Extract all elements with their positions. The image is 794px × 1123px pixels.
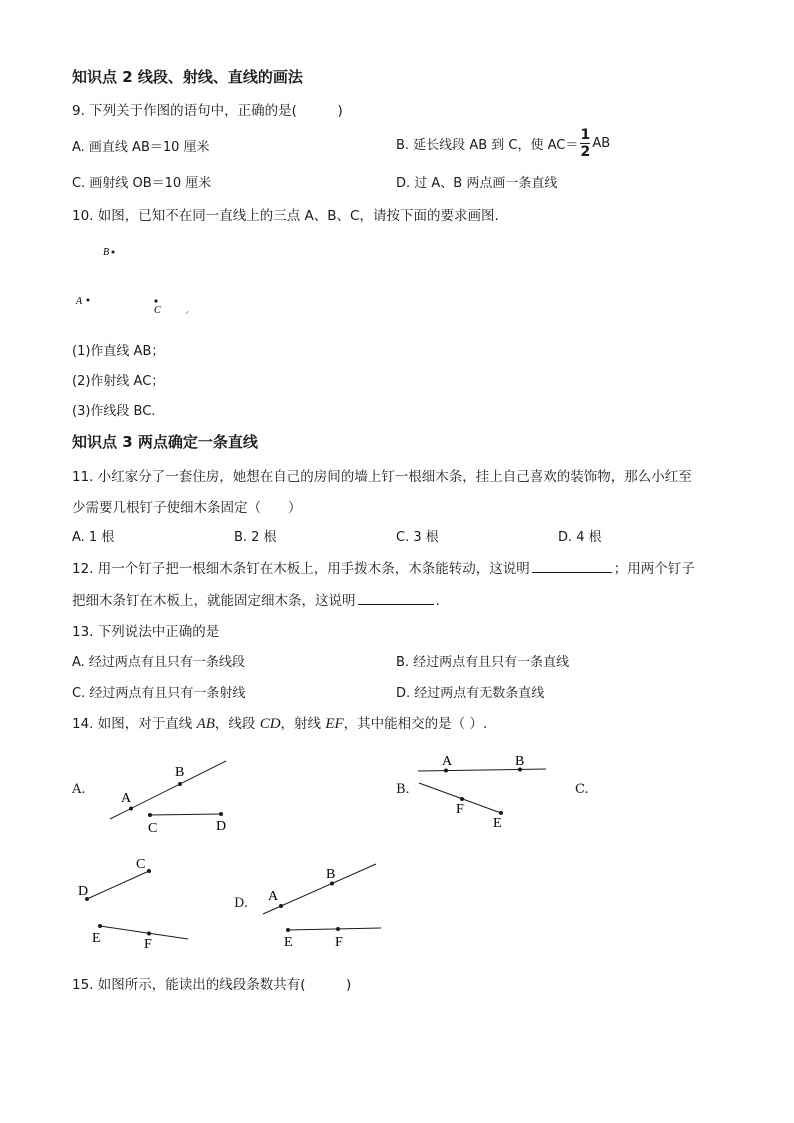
point-b-dot (112, 251, 115, 254)
q12-line-1-end: ；用两个钉子 (613, 561, 695, 577)
answer-blank-2[interactable] (358, 603, 434, 605)
q10-item-1: (1)作直线 AB； (72, 344, 165, 359)
q10-stem: 10. 如图，已知不在同一直线上的三点 A、B、C，请按下面的要求画图. (72, 208, 499, 224)
point-c-dot (148, 813, 152, 817)
q14-figure-b (410, 746, 552, 832)
point-e-dot (286, 928, 290, 932)
segment-cd (150, 814, 221, 815)
q14-figure-c (72, 850, 196, 950)
q12-line-1 (72, 557, 695, 577)
q14-figure-a (100, 756, 236, 836)
segment-ef (288, 928, 381, 930)
label-a: A (121, 791, 132, 806)
q11-line-1: 11. 小红家分了一套住房，她想在自己的房间的墙上钉一根细木条，挂上自己喜欢的装饰物，那么小红至 (72, 469, 692, 485)
q14-figure-d (255, 858, 383, 950)
q9-option-a: A. 画直线 AB＝10 厘米 (72, 140, 210, 155)
section-title-3: 知识点 3 两点确定一条直线 (72, 433, 258, 451)
point-label-c: C (154, 305, 161, 316)
point-label-a: A (76, 296, 83, 307)
label-d: D (216, 819, 227, 834)
point-e-dot (499, 811, 503, 815)
label-e: E (284, 935, 293, 950)
line-ab (110, 761, 226, 819)
label-b: B (175, 765, 185, 780)
label-c: C (148, 821, 158, 836)
point-e-dot (98, 924, 102, 928)
q12-line-2-end: . (435, 593, 440, 609)
label-a: A (268, 889, 279, 904)
q14-segment-cd: CD (259, 716, 281, 732)
point-label-b: B (103, 247, 110, 258)
q14-stem-pre: 14. 如图，对于直线 (72, 716, 193, 732)
line-ab (418, 769, 546, 771)
label-d: D (78, 884, 89, 899)
q15-stem: 15. 如图所示，能读出的线段条数共有( ) (72, 977, 352, 993)
q11-option-b: B. 2 根 (234, 530, 277, 545)
label-a: A (442, 754, 453, 769)
q10-item-2: (2)作射线 AC； (72, 374, 165, 389)
point-b-dot (178, 782, 182, 786)
q14-stem-mid2: ，射线 (280, 716, 322, 732)
q9-option-b-post: AB (592, 136, 611, 151)
point-c-dot (154, 299, 157, 302)
point-b-dot (330, 882, 334, 886)
point-f-dot (460, 797, 464, 801)
q12-line-1-text: 12. 用一个钉子把一根细木条钉在木板上，用手拨木条，木条能转动，这说明 (72, 561, 530, 577)
label-f: F (335, 935, 343, 950)
q13-option-d: D. 经过两点有无数条直线 (396, 686, 545, 701)
segment-cd (87, 871, 149, 899)
q13-option-b: B. 经过两点有且只有一条直线 (396, 655, 570, 670)
q14-option-a-label: A. (72, 782, 86, 797)
fraction-denominator: 2 (580, 144, 591, 160)
q13-option-c: C. 经过两点有且只有一条射线 (72, 686, 246, 701)
label-f: F (456, 802, 464, 817)
q10-three-points-figure (70, 238, 210, 322)
point-a-dot (129, 807, 133, 811)
fraction-numerator: 1 (580, 127, 591, 143)
q11-line-2: 少需要几根钉子使细木条固定（ ） (72, 500, 302, 516)
q14-option-c-label: C. (575, 782, 589, 797)
q14-line-ab: AB (196, 716, 215, 732)
answer-blank-1[interactable] (532, 571, 612, 573)
point-a-dot (279, 904, 283, 908)
q9-option-d: D. 过 A、B 两点画一条直线 (396, 176, 558, 191)
q13-option-a: A. 经过两点有且只有一条线段 (72, 655, 245, 670)
label-b: B (326, 867, 336, 882)
q9-option-b (396, 128, 610, 159)
q10-item-3: (3)作线段 BC. (72, 404, 156, 419)
point-f-dot (147, 932, 151, 936)
point-f-dot (336, 927, 340, 931)
q14-stem (72, 712, 487, 733)
q14-option-d-label: D. (234, 896, 249, 911)
q14-option-b-label: B. (396, 782, 410, 797)
q14-stem-post: ，其中能相交的是（ ）. (343, 716, 488, 732)
q9-option-c: C. 画射线 OB＝10 厘米 (72, 176, 212, 191)
q9-stem: 9. 下列关于作图的语句中，正确的是( ) (72, 103, 343, 119)
label-f: F (144, 937, 152, 950)
point-a-dot (444, 769, 448, 773)
q14-stem-mid1: ，线段 (214, 716, 256, 732)
label-b: B (515, 754, 525, 769)
point-d-dot (219, 812, 223, 816)
q11-option-d: D. 4 根 (558, 530, 602, 545)
point-c-dot (147, 869, 151, 873)
point-a-dot (87, 299, 90, 302)
label-e: E (493, 816, 502, 831)
q9-option-b-pre: B. 延长线段 AB 到 C，使 AC＝ (396, 138, 579, 153)
q12-line-2-text: 把细木条钉在木板上，就能固定细木条，这说明 (72, 593, 356, 609)
q12-line-2 (72, 589, 440, 609)
label-e: E (92, 931, 101, 946)
q14-ray-ef: EF (325, 716, 344, 732)
section-title-2: 知识点 2 线段、射线、直线的画法 (72, 68, 303, 86)
q11-option-a: A. 1 根 (72, 530, 115, 545)
stray-mark (186, 311, 188, 314)
fraction-one-half (580, 128, 590, 159)
q11-option-c: C. 3 根 (396, 530, 439, 545)
label-c: C (136, 857, 146, 872)
q13-stem: 13. 下列说法中正确的是 (72, 624, 220, 640)
